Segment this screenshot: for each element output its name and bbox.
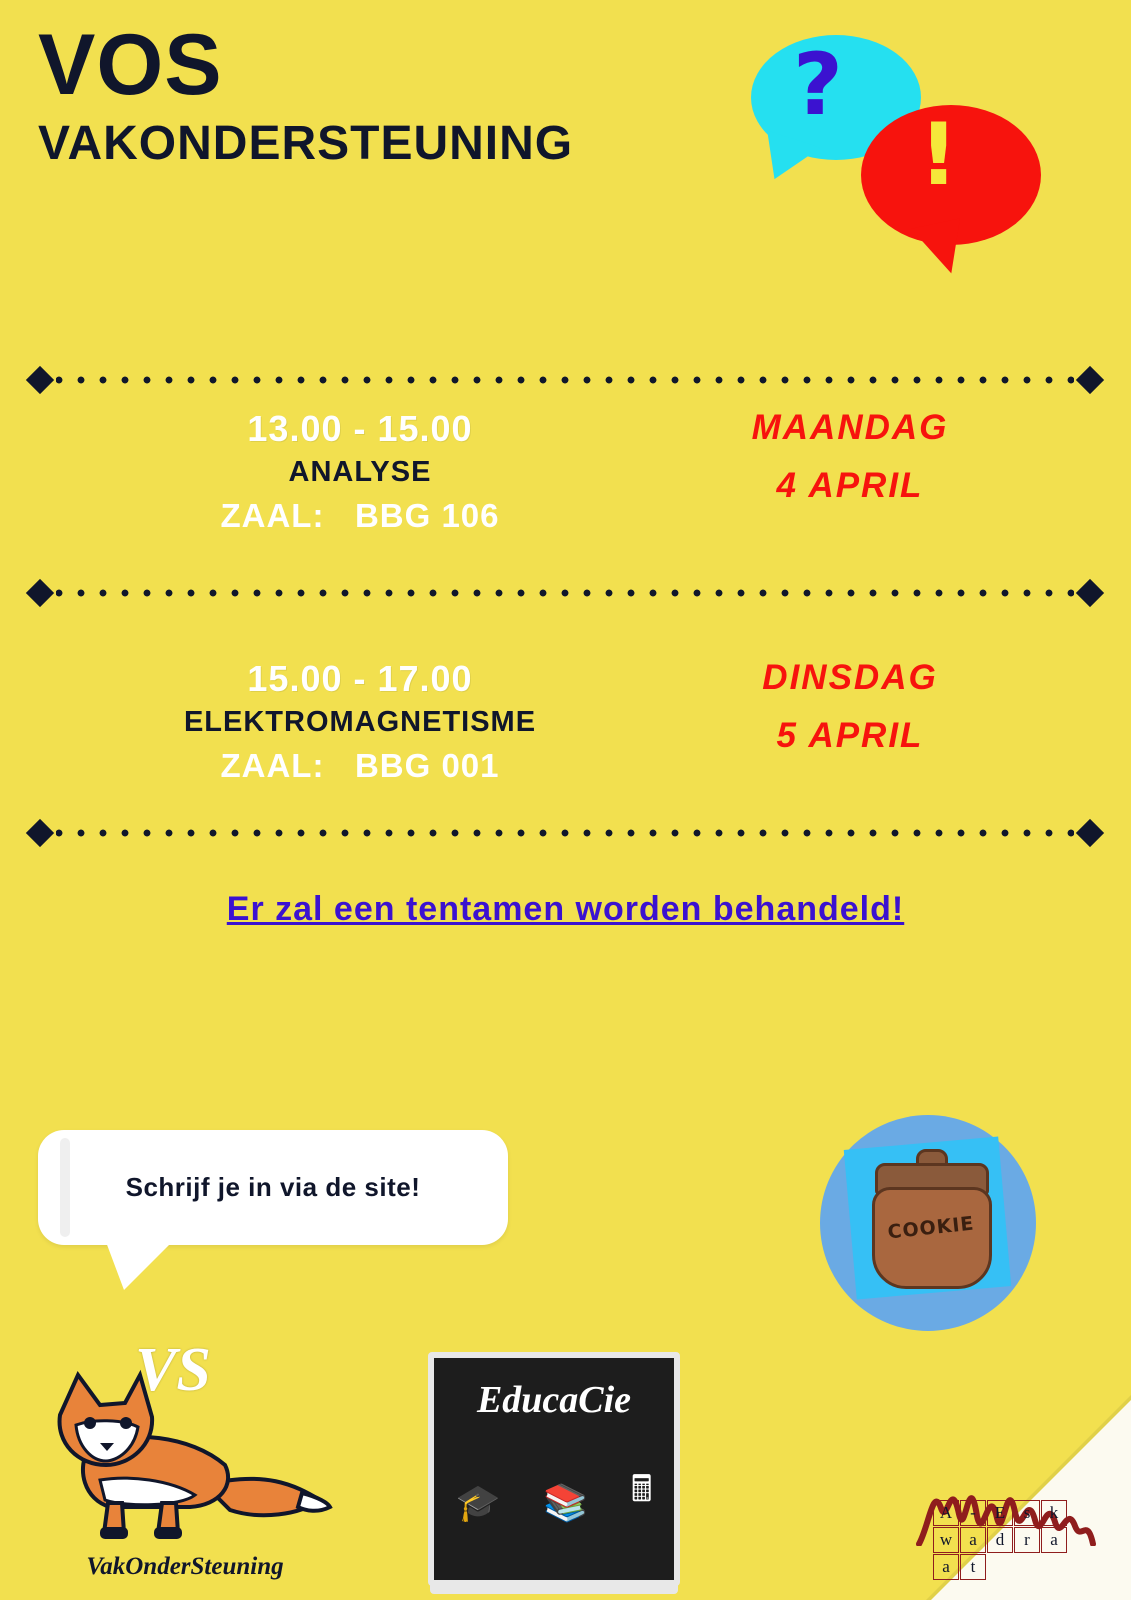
cookie-jar-label: COOKIE <box>886 1212 976 1244</box>
session-date: 5 APRIL <box>776 716 924 755</box>
calculator-icon: 🖩 <box>630 1469 653 1510</box>
aes-letter: - <box>960 1500 986 1526</box>
session-when <box>640 408 1060 506</box>
educacie-icons <box>434 1463 674 1524</box>
aes-letter: A <box>933 1500 959 1526</box>
divider-middle <box>30 578 1100 608</box>
graduation-cap-icon: 🎓 <box>455 1483 501 1524</box>
session-day: DINSDAG <box>762 658 938 697</box>
vakondersteuning-caption: VakOnderSteuning <box>86 1553 284 1580</box>
vakondersteuning-logo <box>30 1335 340 1590</box>
aes-letter: s <box>1014 1500 1040 1526</box>
session-room-value: BBG 106 <box>354 497 500 534</box>
cookie-jar-badge <box>820 1115 1036 1331</box>
session-room-label: ZAAL: <box>220 747 325 784</box>
aes-letter: w <box>933 1527 959 1553</box>
aes-letter: a <box>933 1554 959 1580</box>
speech-bubbles-graphic <box>751 20 1071 300</box>
educacie-label: EducaCie <box>476 1379 632 1421</box>
poster-header <box>38 17 798 171</box>
dotted-line <box>56 589 1074 597</box>
board-tray <box>430 1580 678 1594</box>
session-course: ELEKTROMAGNETISME <box>183 706 537 738</box>
page-subtitle: VAKONDERSTEUNING <box>38 117 574 170</box>
session-time: 15.00 - 17.00 <box>247 658 473 699</box>
books-icon: 📚 <box>543 1483 589 1524</box>
aes-letter: r <box>1014 1527 1040 1553</box>
vs-monogram: VS <box>135 1336 211 1404</box>
diamond-icon <box>26 366 54 394</box>
signup-callout[interactable] <box>38 1130 508 1245</box>
diamond-icon <box>1076 819 1104 847</box>
session-details <box>100 658 620 785</box>
session-day: MAANDAG <box>751 408 949 447</box>
aes-letter: d <box>987 1527 1013 1553</box>
aes-letter: k <box>1041 1500 1067 1526</box>
callout-tail <box>106 1242 172 1290</box>
question-mark-glyph: ? <box>793 35 843 135</box>
dotted-line <box>56 829 1074 837</box>
aes-letter: a <box>1041 1527 1067 1553</box>
session-room <box>100 747 620 785</box>
session-row <box>0 658 1131 818</box>
session-room-value: BBG 001 <box>354 747 500 784</box>
divider-bottom <box>30 818 1100 848</box>
divider-top <box>30 365 1100 395</box>
session-when <box>640 658 1060 756</box>
aes-letter: t <box>960 1554 986 1580</box>
exclamation-mark-glyph: ! <box>919 105 959 205</box>
aes-letter: E <box>987 1500 1013 1526</box>
aeskwadraat-logo <box>911 1456 1101 1586</box>
page-title: VOS <box>38 17 223 113</box>
aeskwadraat-letters <box>933 1500 1067 1580</box>
session-course: ANALYSE <box>288 456 432 488</box>
session-date: 4 APRIL <box>776 466 924 505</box>
session-room-label: ZAAL: <box>220 497 325 534</box>
signup-callout-text: Schrijf je in via de site! <box>125 1172 421 1202</box>
aes-letter: a <box>960 1527 986 1553</box>
session-time: 13.00 - 15.00 <box>247 408 473 449</box>
diamond-icon <box>26 819 54 847</box>
session-row <box>0 408 1131 568</box>
exam-notice: Er zal een tentamen worden behandeld! <box>226 890 905 928</box>
session-details <box>100 408 620 535</box>
diamond-icon <box>1076 579 1104 607</box>
diamond-icon <box>1076 366 1104 394</box>
diamond-icon <box>26 579 54 607</box>
session-room <box>100 497 620 535</box>
dotted-line <box>56 376 1074 384</box>
educacie-logo <box>428 1352 680 1586</box>
